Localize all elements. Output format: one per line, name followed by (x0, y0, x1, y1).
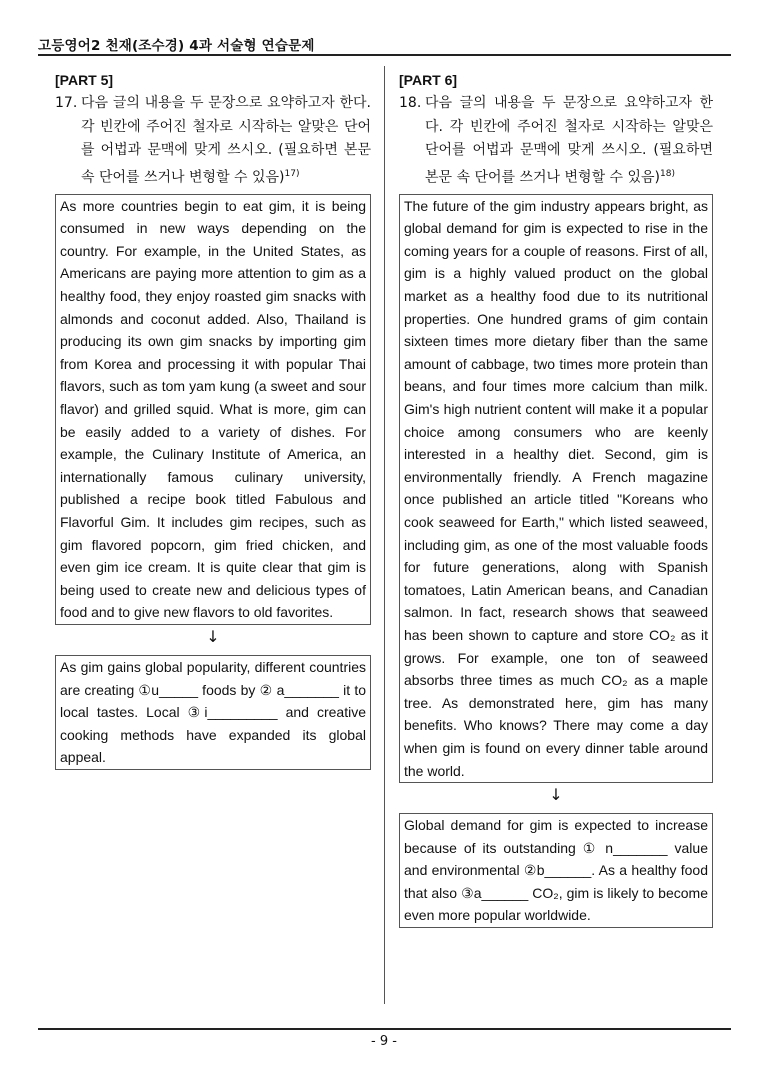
question-17 (55, 92, 371, 190)
passage-box: As more countries begin to eat gim, it is being consumed in new ways depending on the country. For example, in the United States, as Americans are paying more attention to gim as a healthy food, they enjoy roasted gim snacks with almonds and coconut added. Also, Thailand is producing its own gim snacks by importing gim from Korea and processing it with popular Thai flavors, such as tom yam kung (a sweet and sour flavor) and grilled squid. What is more, gim can be easily added to a variety of dishes. For example, the Culinary Institute of America, an internationally famous culinary university, published a recipe book titled Fabulous and Flavorful Gim. It includes gim recipes, such as gim flavored popcorn, gim fried chicken, and even gim ice cream. It is quite clear that gim is being used to create new and delicious types of food and to give new flavors to old favorites. (55, 194, 371, 625)
question-text: 다음 글의 내용을 두 문장으로 요약하고자 한다. 각 빈칸에 주어진 철자로 시작하는 알맞은 단어를 어법과 문맥에 맞게 쓰시오. (필요하면 본문 속 단어를 쓰거나 변형할 수 있음)$^{17)}$ (81, 95, 371, 186)
question-number: 17. (55, 95, 78, 111)
left-column (55, 70, 371, 770)
summary-box: Global demand for gim is expected to increase because of its outstanding ① n_______ value and environmental ②b______. As a healthy food that also ③a______ CO₂, gim is likely to become even more popular worldwide. (399, 813, 713, 928)
down-arrow-icon: ↓ (206, 626, 220, 646)
right-column (399, 70, 713, 928)
question-number: 18. (399, 95, 422, 111)
footnote-ref: 17) (284, 168, 300, 179)
footnote-ref: 18) (660, 168, 675, 179)
part-heading: [PART 5] (55, 72, 114, 88)
question-text: 다음 글의 내용을 두 문장으로 요약하고자 한다. 각 빈칸에 주어진 철자로 시작하는 알맞은 단어를 어법과 문맥에 맞게 쓰시오. (필요하면 본문 속 단어를 쓰거나 변형할 수 있음)$^{18)}$ (425, 95, 713, 186)
question-18 (399, 92, 713, 190)
page-number: - 9 - (371, 1034, 397, 1049)
page-header: 고등영어2 천재(조수경) 4과 서술형 연습문제 (38, 38, 315, 54)
column-divider (384, 66, 385, 1004)
summary-box: As gim gains global popularity, different countries are creating ①u_____ foods by ② a_______ it to local tastes. Local ③i_________ and creative cooking methods have expanded its global appeal. (55, 655, 371, 770)
footer-rule (38, 1028, 731, 1030)
header-rule (38, 54, 731, 56)
passage-box: The future of the gim industry appears bright, as global demand for gim is expected to rise in the coming years for a couple of reasons. First of all, gim is a highly valued product on the global market as a healthy food due to its nutritional properties. One hundred grams of gim contain sixteen times more dietary fiber than the same amount of cabbage, two times more protein than beans, and four times more calcium than milk. Gim's high nutrient content will make it a popular choice among consumers who are keenly interested in a healthy diet. Second, gim is environmentally friendly. A French magazine once published an article titled "Koreans who cook seaweed for Earth," which listed seaweed, including gim, as one of the most valuable foods for future generations, along with Spanish tomatoes, Latin American beans, and Canadian salmon. In fact, research shows that seaweed has been shown to capture and store CO₂ as it grows. For example, one ton of seaweed absorbs three times as much CO₂ as a maple tree. As demonstrated here, gim has many benefits. Who knows? There may come a day when gim is found on every dinner table around the world. (399, 194, 713, 783)
down-arrow-icon: ↓ (549, 785, 563, 805)
part-heading: [PART 6] (399, 72, 458, 88)
